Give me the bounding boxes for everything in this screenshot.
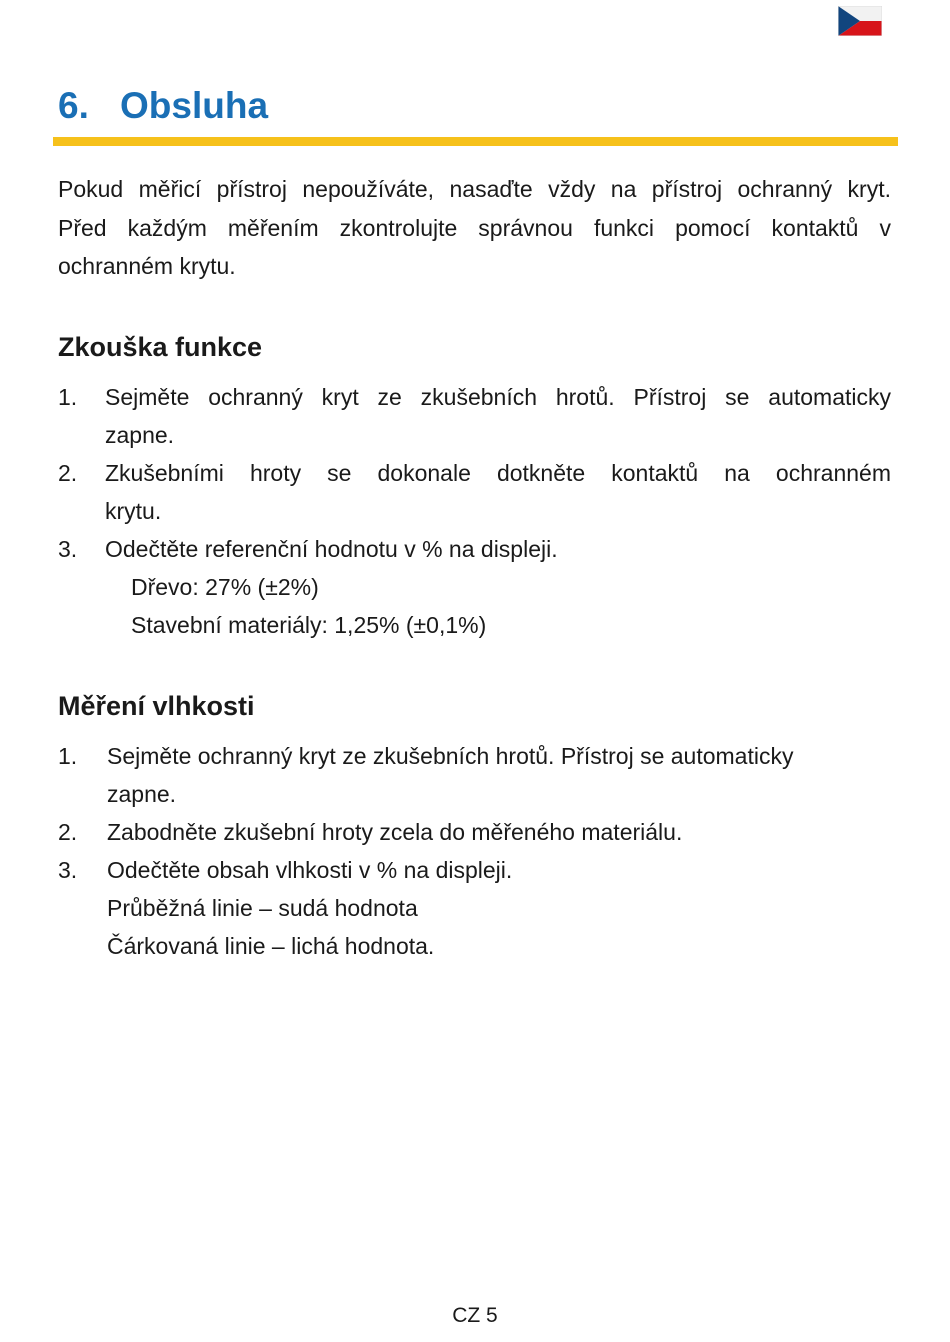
list-line: krytu. (105, 498, 162, 524)
intro-paragraph (58, 170, 891, 286)
reference-value-building: Stavební materiály: 1,25% (±0,1%) (131, 612, 487, 638)
list-number: 2. (58, 819, 78, 845)
page-title (58, 82, 268, 130)
function-test-heading: Zkouška funkce (58, 332, 263, 362)
list-number: 3. (58, 536, 78, 562)
list-item (58, 378, 891, 454)
heading-divider (53, 137, 898, 146)
solid-line-note: Průběžná linie – sudá hodnota (107, 895, 418, 921)
list-item (58, 454, 891, 530)
list-number: 2. (58, 460, 78, 486)
list-item (58, 737, 878, 813)
section-number: 6. (58, 85, 89, 126)
list-line: zapne. (105, 422, 175, 448)
list-line: Zkušebními hroty se dokonale dotkněte kontaktů na ochranném (105, 460, 891, 486)
page-number: CZ 5 (452, 1304, 498, 1327)
list-line: Odečtěte obsah vlhkosti v % na displeji. (107, 857, 513, 883)
intro-line: Pokud měřicí přístroj nepoužíváte, nasaďte vždy na přístroj ochranný kryt. (58, 176, 891, 202)
section-title: Obsluha (120, 85, 269, 126)
list-item (58, 530, 891, 644)
function-test-list (58, 378, 891, 644)
list-number: 1. (58, 743, 78, 769)
moisture-heading: Měření vlhkosti (58, 691, 255, 721)
intro-line: ochranném krytu. (58, 253, 236, 279)
list-line: Odečtěte referenční hodnotu v % na displeji. (105, 536, 558, 562)
list-line: Sejměte ochranný kryt ze zkušebních hrotů. Přístroj se automaticky (105, 384, 891, 410)
list-item (58, 813, 878, 851)
czech-flag-icon (838, 6, 882, 36)
list-number: 1. (58, 384, 78, 410)
list-line: zapne. (107, 781, 177, 807)
list-number: 3. (58, 857, 78, 883)
list-line: Zabodněte zkušební hroty zcela do měřeného materiálu. (107, 819, 683, 845)
list-item (58, 851, 878, 965)
list-line: Sejměte ochranný kryt ze zkušebních hrotů. Přístroj se automaticky (107, 743, 794, 769)
moisture-list (58, 737, 878, 965)
reference-value-wood: Dřevo: 27% (±2%) (131, 574, 319, 600)
dashed-line-note: Čárkovaná linie – lichá hodnota. (107, 933, 435, 959)
intro-line: Před každým měřením zkontrolujte správnou funkci pomocí kontaktů v (58, 214, 891, 241)
